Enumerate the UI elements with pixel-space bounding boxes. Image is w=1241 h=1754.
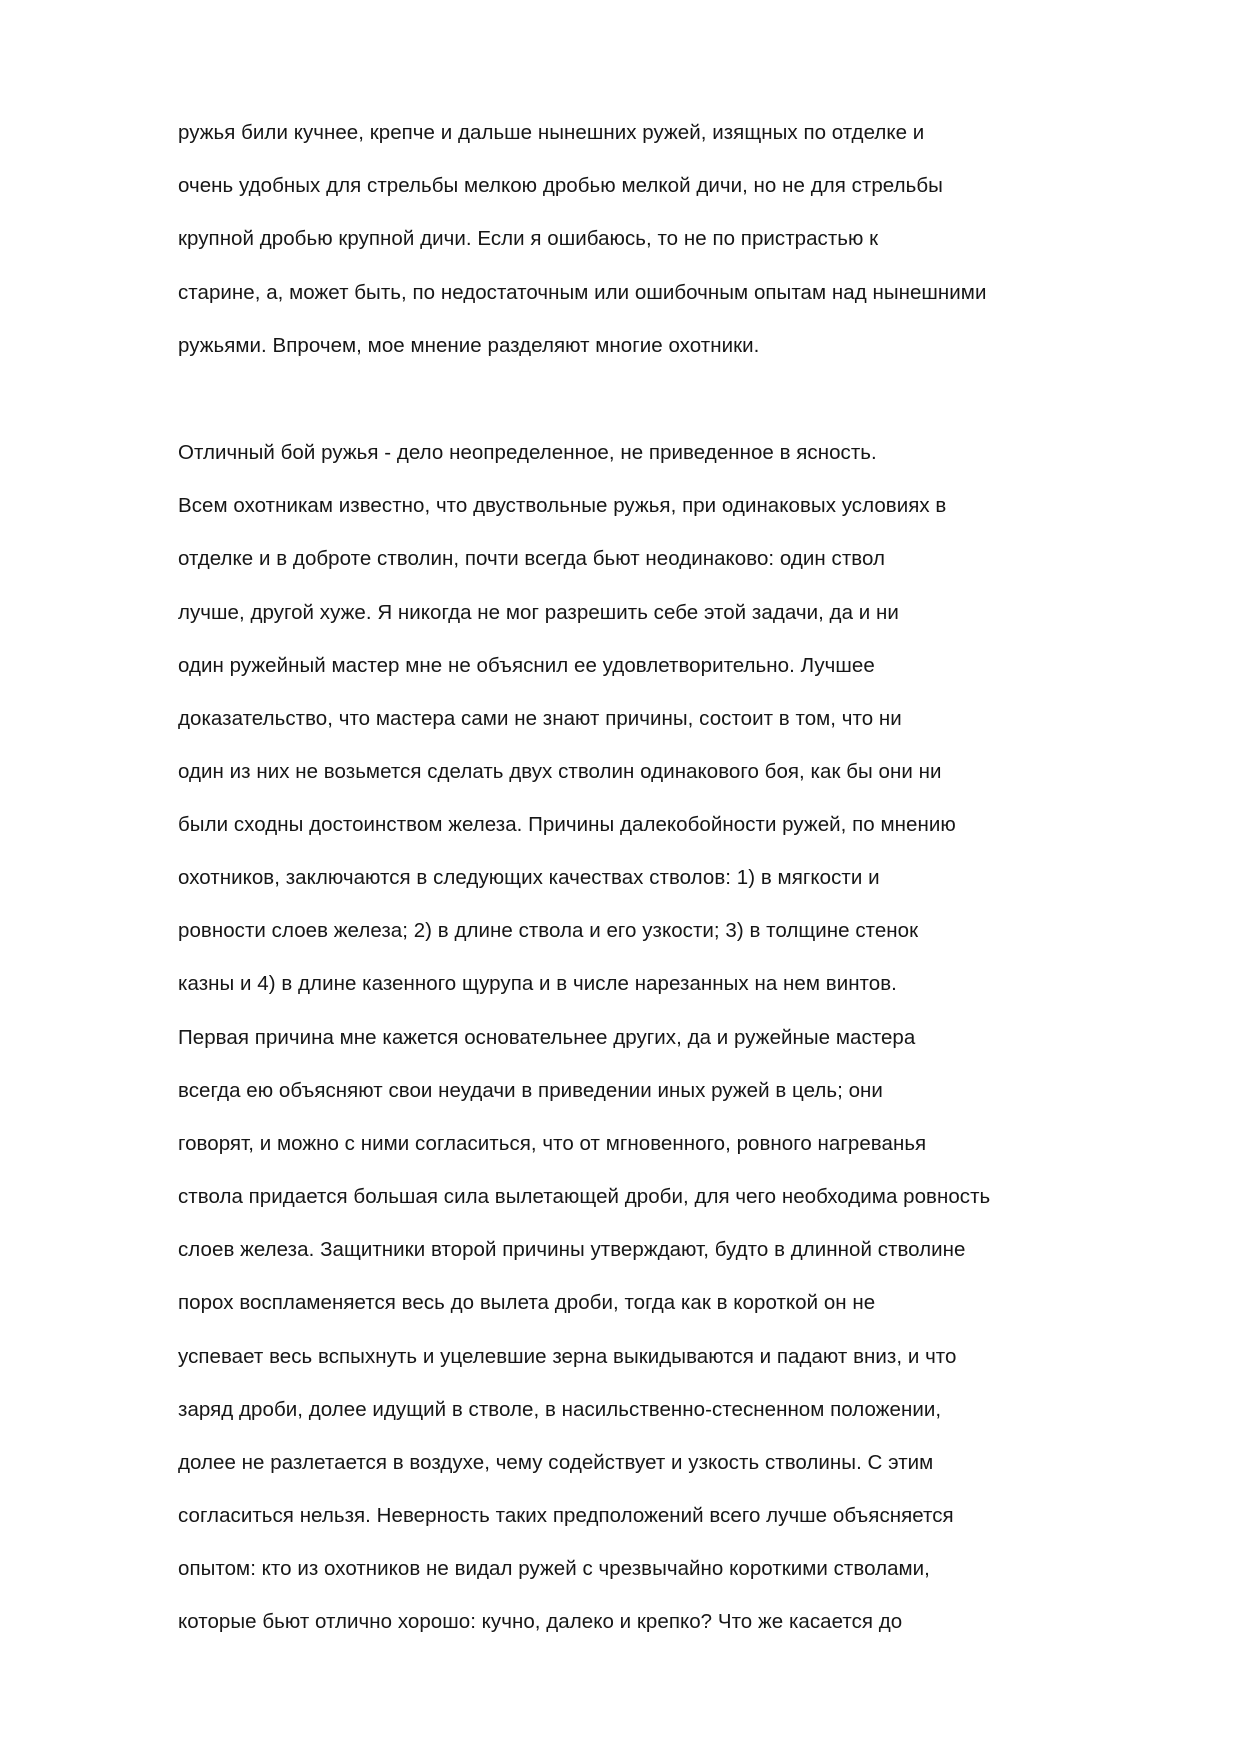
text-line: Первая причина мне кажется основательнее других, да и ружейные мастера — [178, 1026, 916, 1049]
text-line: успевает весь вспыхнуть и уцелевшие зерна выкидываются и падают вниз, и что — [178, 1345, 957, 1368]
text-line: казны и 4) в длине казенного щурупа и в числе нарезанных на нем винтов. — [178, 972, 897, 995]
text-line: один ружейный мастер мне не объяснил ее удовлетворительно. Лучшее — [178, 654, 875, 677]
text-line: ружьями. Впрочем, мое мнение разделяют многие охотники. — [178, 334, 760, 357]
text-line: Отличный бой ружья - дело неопределенное, не приведенное в ясность. — [178, 441, 877, 464]
text-line: долее не разлетается в воздухе, чему содействует и узкость стволины. С этим — [178, 1451, 934, 1474]
text-line: порох воспламеняется весь до вылета дроби, тогда как в короткой он не — [178, 1291, 876, 1314]
text-line: всегда ею объясняют свои неудачи в приведении иных ружей в цель; они — [178, 1079, 883, 1102]
text-line: один из них не возьмется сделать двух стволин одинакового боя, как бы они ни — [178, 760, 942, 783]
text-line: согласиться нельзя. Неверность таких предположений всего лучше объясняется — [178, 1504, 954, 1527]
text-line: охотников, заключаются в следующих качествах стволов: 1) в мягкости и — [178, 866, 880, 889]
text-line: ствола придается большая сила вылетающей дроби, для чего необходима ровность — [178, 1185, 991, 1208]
text-line: крупной дробью крупной дичи. Если я ошибаюсь, то не по пристрастью к — [178, 227, 879, 250]
text-line: слоев железа. Защитники второй причины утверждают, будто в длинной стволине — [178, 1238, 966, 1261]
text-line: говорят, и можно с ними согласиться, что от мгновенного, ровного нагреванья — [178, 1132, 927, 1155]
text-line: были сходны достоинством железа. Причины далекобойности ружей, по мнению — [178, 813, 956, 836]
text-line: опытом: кто из охотников не видал ружей с чрезвычайно короткими стволами, — [178, 1557, 930, 1580]
text-line: ровности слоев железа; 2) в длине ствола и его узкости; 3) в толщине стенок — [178, 919, 919, 942]
text-line: доказательство, что мастера сами не знают причины, состоит в том, что ни — [178, 707, 902, 730]
text-line: заряд дроби, долее идущий в стволе, в насильственно-стесненном положении, — [178, 1398, 942, 1421]
text-line: лучше, другой хуже. Я никогда не мог разрешить себе этой задачи, да и ни — [178, 601, 899, 624]
text-line: отделке и в доброте стволин, почти всегда бьют неодинаково: один ствол — [178, 547, 885, 570]
text-line: старине, а, может быть, по недостаточным или ошибочным опытам над нынешними — [178, 281, 987, 304]
text-line: которые бьют отлично хорошо: кучно, далеко и крепко? Что же касается до — [178, 1610, 903, 1633]
text-line: очень удобных для стрельбы мелкою дробью мелкой дичи, но не для стрельбы — [178, 174, 943, 197]
text-line: ружья били кучнее, крепче и дальше нынешних ружей, изящных по отделке и — [178, 121, 925, 144]
text-line: Всем охотникам известно, что двуствольные ружья, при одинаковых условиях в — [178, 494, 947, 517]
